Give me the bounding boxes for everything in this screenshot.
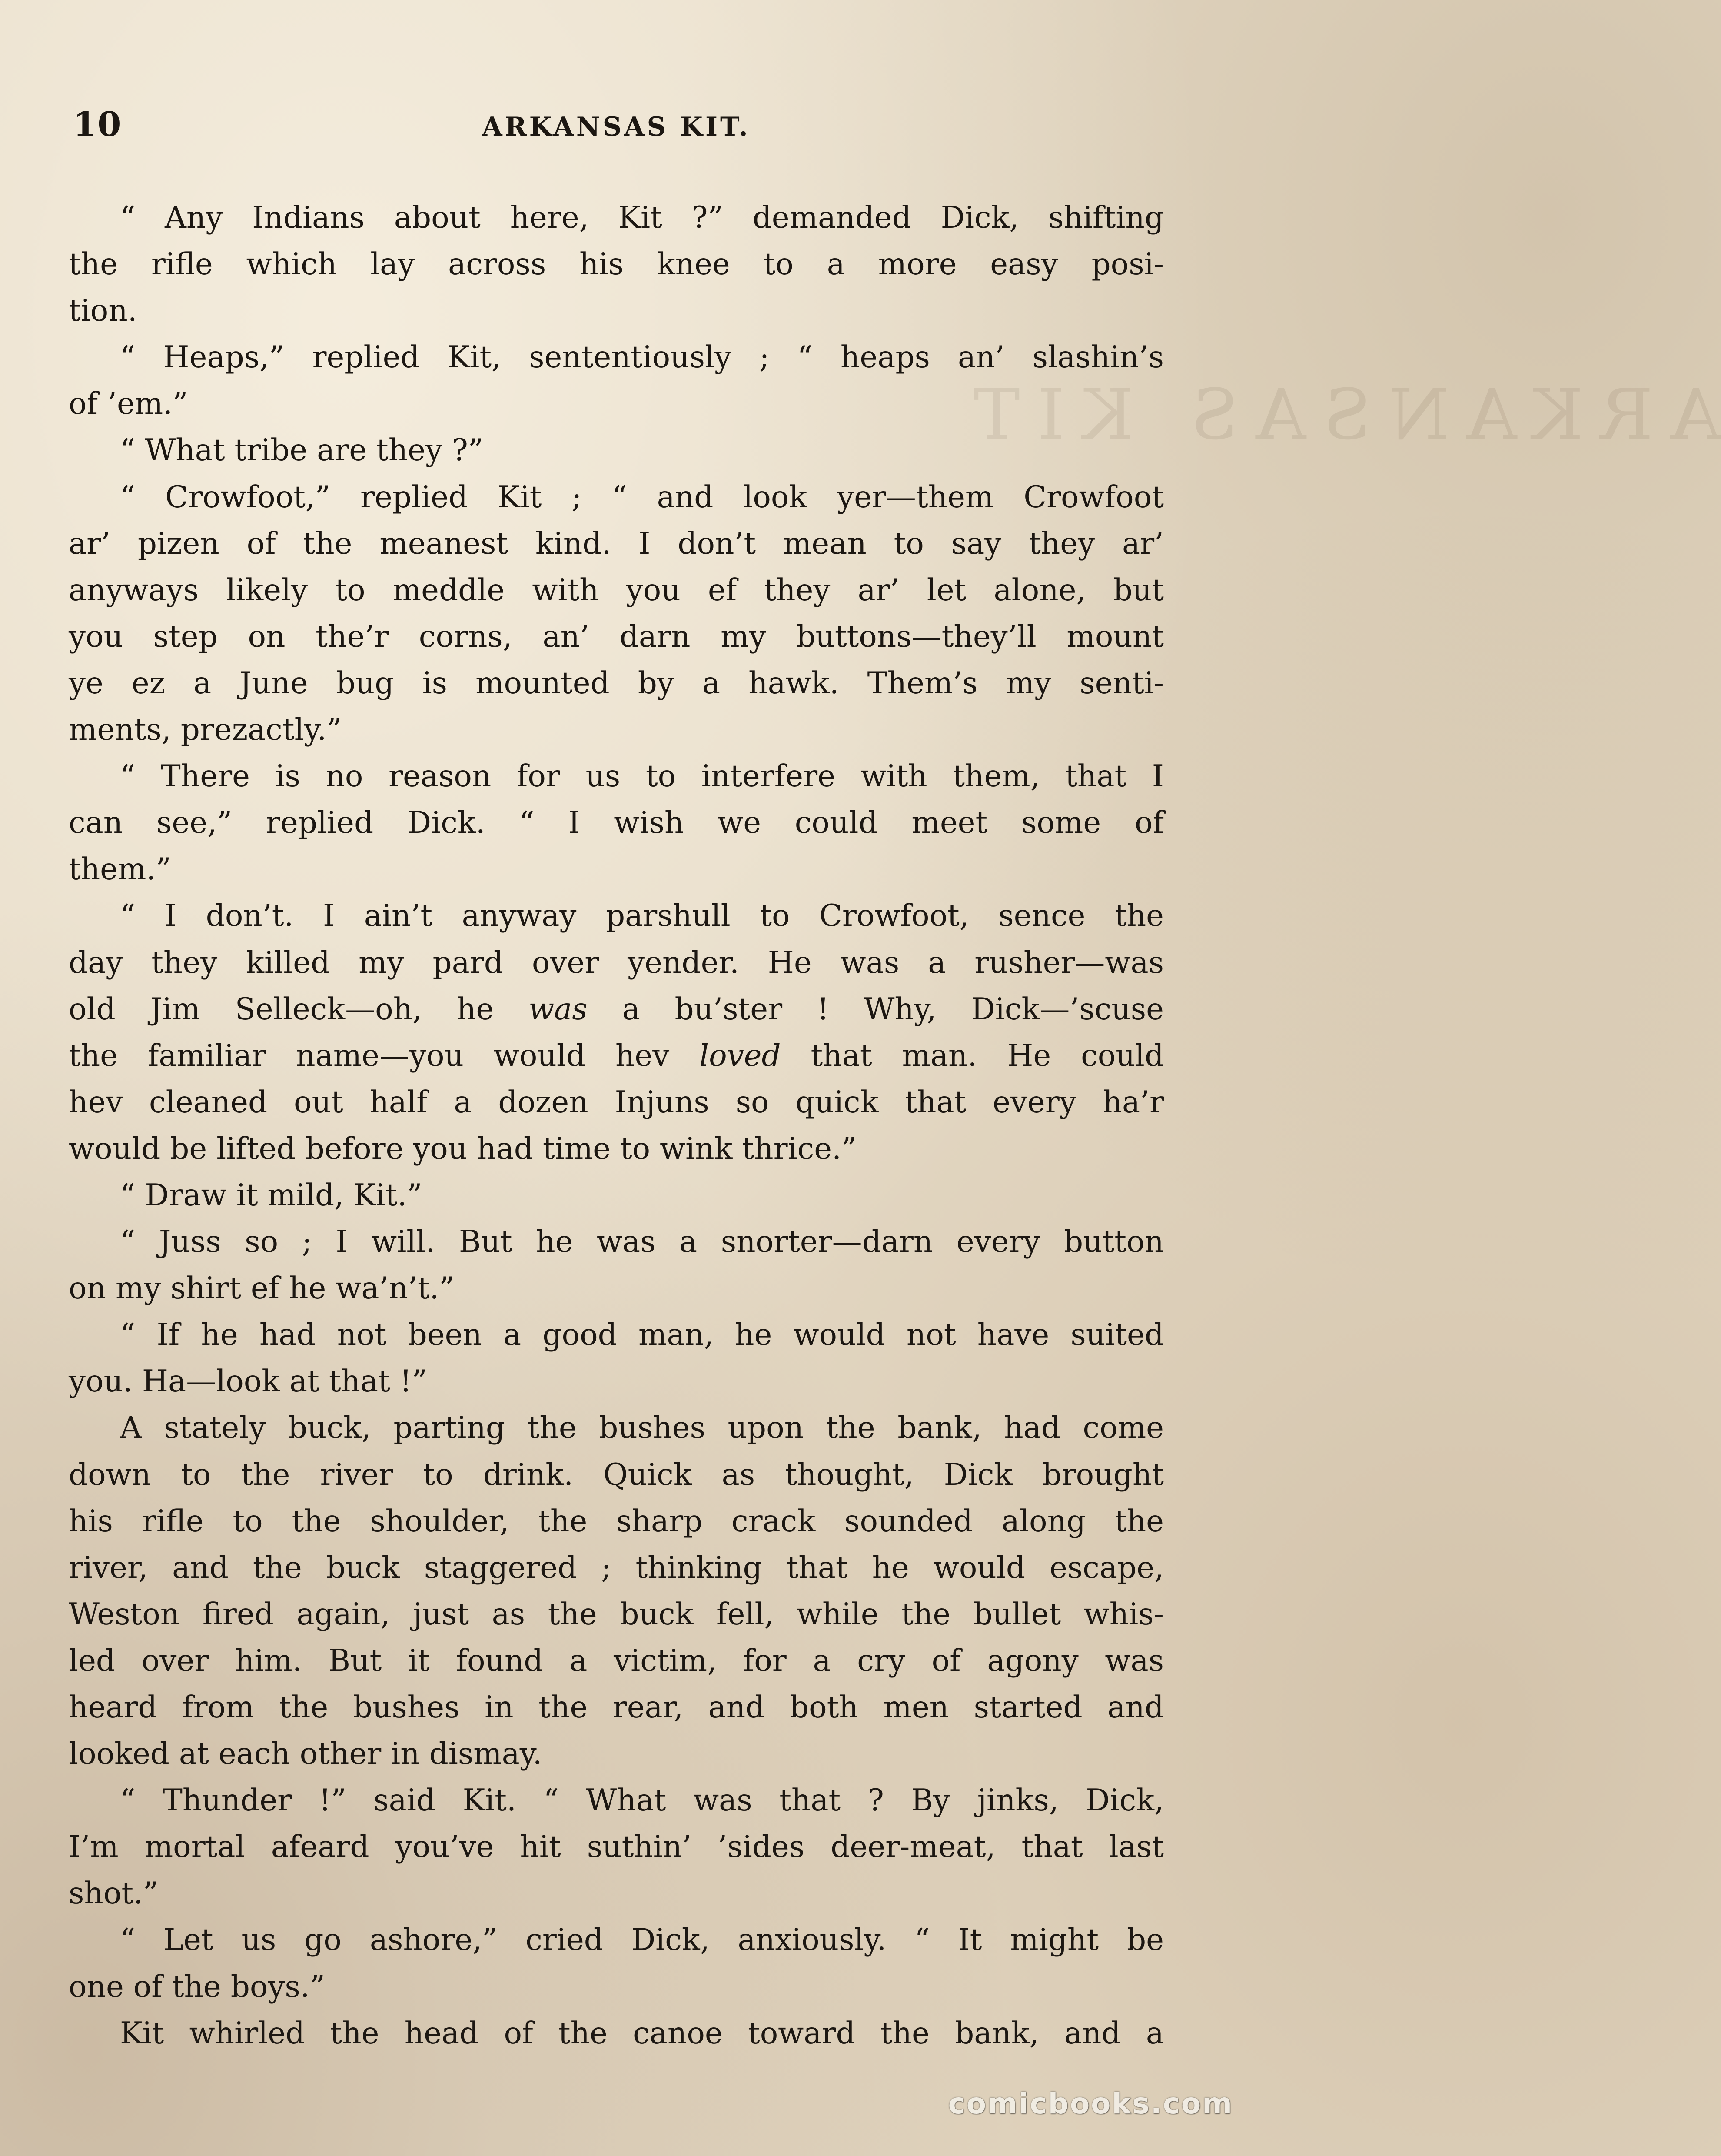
page-header bbox=[73, 101, 1160, 149]
text-line: tion. bbox=[69, 293, 137, 329]
text-line: them.” bbox=[69, 852, 171, 887]
text-line: “ Let us go ashore,” cried Dick, anxiously. “ It might be bbox=[120, 1923, 1164, 1958]
text-line: A stately buck, parting the bushes upon the bank, had come bbox=[120, 1411, 1164, 1446]
text-line: “ Crowfoot,” replied Kit ; “ and look yer—them Crowfoot bbox=[120, 479, 1164, 515]
text-line: down to the river to drink. Quick as thought, Dick brought bbox=[69, 1457, 1164, 1492]
body-text bbox=[69, 195, 1164, 2057]
text-line: heard from the bushes in the rear, and both men started and bbox=[69, 1690, 1164, 1725]
text-line: the rifle which lay across his knee to a more easy posi- bbox=[69, 247, 1164, 282]
text-line: Kit whirled the head of the canoe toward the bank, and a bbox=[120, 2016, 1164, 2051]
text-line: the familiar name—you would hev loved that man. He could bbox=[69, 1038, 1164, 1073]
text-line: “ Draw it mild, Kit.” bbox=[120, 1178, 422, 1213]
text-line: day they killed my pard over yender. He was a rusher—was bbox=[69, 945, 1164, 980]
text-line: can see,” replied Dick. “ I wish we could meet some of bbox=[69, 805, 1164, 841]
text-line: “ Heaps,” replied Kit, sententiously ; “ heaps an’ slashin’s bbox=[120, 340, 1164, 375]
text-line: “ If he had not been a good man, he would not have suited bbox=[120, 1318, 1164, 1353]
text-line: “ What tribe are they ?” bbox=[120, 433, 484, 468]
show-through-text: ARKANSAS KIT bbox=[956, 374, 1721, 455]
text-line: “ Juss so ; I will. But he was a snorter—darn every button bbox=[120, 1224, 1164, 1260]
text-line: of ’em.” bbox=[69, 386, 188, 422]
text-line: “ Thunder !” said Kit. “ What was that ? By jinks, Dick, bbox=[120, 1783, 1164, 1818]
text-line: I’m mortal afeard you’ve hit suthin’ ’sides deer-meat, that last bbox=[69, 1830, 1164, 1865]
text-line: you. Ha—look at that !” bbox=[69, 1364, 427, 1399]
text-line: looked at each other in dismay. bbox=[69, 1737, 542, 1772]
text-line: Weston fired again, just as the buck fell, while the bullet whis- bbox=[69, 1597, 1164, 1632]
text-line: ments, prezactly.” bbox=[69, 712, 342, 748]
text-line: ye ez a June bug is mounted by a hawk. Them’s my senti- bbox=[69, 665, 1164, 701]
text-line: you step on the’r corns, an’ darn my buttons—they’ll mount bbox=[69, 619, 1164, 654]
text-line: old Jim Selleck—oh, he was a bu’ster ! Why, Dick—’scuse bbox=[69, 991, 1164, 1027]
text-line: ar’ pizen of the meanest kind. I don’t mean to say they ar’ bbox=[69, 526, 1164, 561]
page-number: 10 bbox=[73, 105, 122, 144]
text-line: anyways likely to meddle with you ef they ar’ let alone, but bbox=[69, 572, 1164, 608]
text-line: on my shirt ef he wa’n’t.” bbox=[69, 1271, 455, 1306]
text-line: led over him. But it found a victim, for a cry of agony was bbox=[69, 1643, 1164, 1678]
text-line: shot.” bbox=[69, 1876, 159, 1911]
text-line: “ Any Indians about here, Kit ?” demanded Dick, shifting bbox=[120, 200, 1164, 235]
running-head: ARKANSAS KIT. bbox=[482, 112, 751, 142]
text-line: would be lifted before you had time to wink thrice.” bbox=[69, 1131, 857, 1166]
text-line: river, and the buck staggered ; thinking that he would escape, bbox=[69, 1550, 1164, 1585]
text-line: hev cleaned out half a dozen Injuns so quick that every ha’r bbox=[69, 1085, 1164, 1120]
text-line: “ I don’t. I ain’t anyway parshull to Crowfoot, sence the bbox=[120, 898, 1164, 934]
text-line: his rifle to the shoulder, the sharp crack sounded along the bbox=[69, 1504, 1164, 1539]
text-line: “ There is no reason for us to interfere with them, that I bbox=[120, 759, 1164, 794]
watermark: comicbooks.com bbox=[948, 2087, 1233, 2120]
text-line: one of the boys.” bbox=[69, 1969, 326, 2004]
